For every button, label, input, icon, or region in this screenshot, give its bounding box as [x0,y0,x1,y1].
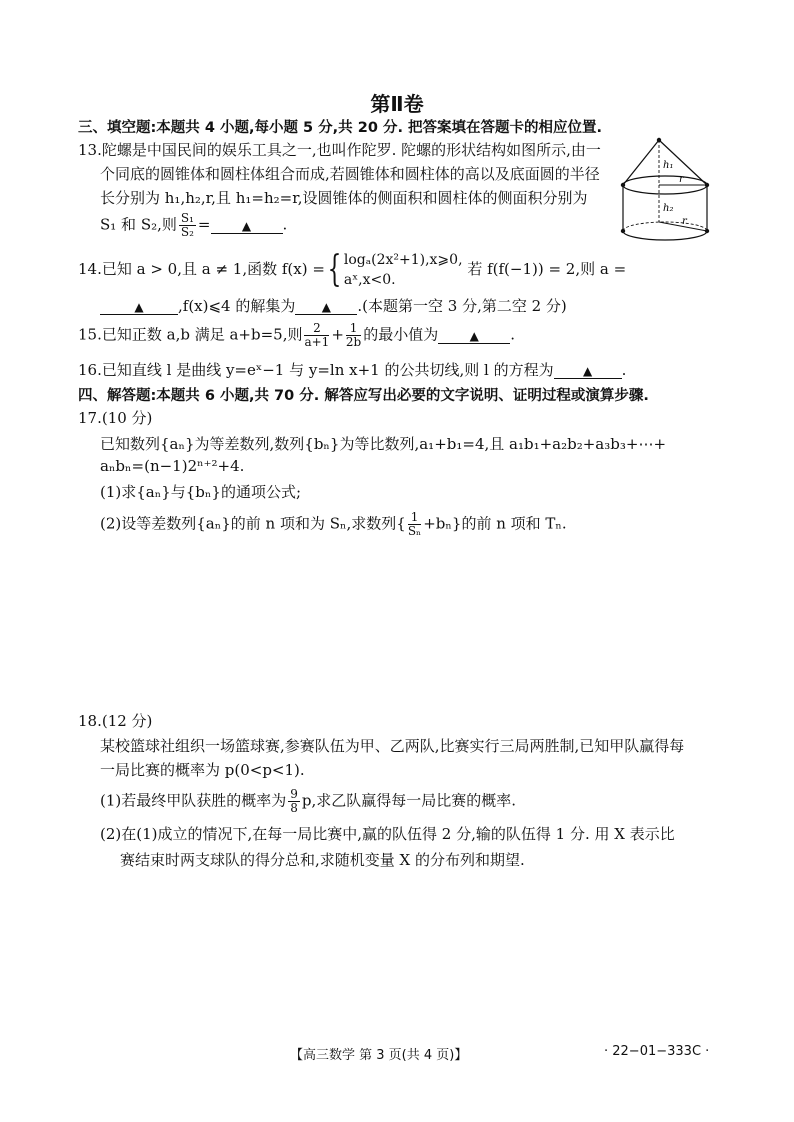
q13-frac-den: S₂ [180,225,194,239]
point-right-bottom [705,229,709,233]
q16-text: 16.已知直线 l 是曲线 y=eˣ−1 与 y=ln x+1 的公共切线,则 l 的方程为 [78,361,554,379]
q14-line-2 [100,295,567,316]
q13-line-4-end: . [282,215,288,234]
q13-line-4-prefix: S₁ 和 S₂,则 [100,215,177,234]
q18-line-1: 某校篮球社组织一场篮球赛,参赛队伍为甲、乙两队,比赛实行三局两胜制,已知甲队赢得每 [100,737,685,755]
question-16 [78,359,626,380]
q16-end: . [621,361,627,379]
q18-part-1-suffix: p,求乙队赢得每一局比赛的概率. [301,791,517,810]
q17-part-2-prefix: (2)设等差数列{aₙ}的前 n 项和为 Sₙ,求数列{ [100,514,406,533]
q18-part-1 [100,788,516,815]
q17-line-1: 已知数列{aₙ}为等差数列,数列{bₙ}为等比数列,a₁+b₁=4,且 a₁b₁+a₂b₂+a₃b₃+⋯+ [100,435,667,453]
footer-page-label: 【高三数学 第 3 页(共 4 页)】 [290,1048,468,1063]
spinning-top-figure [616,134,716,246]
q14-blank-1: ▲ [100,300,178,315]
q16-answer-blank: ▲ [554,364,622,379]
q18-part-2-line-1: (2)在(1)成立的情况下,在每一局比赛中,赢的队伍得 2 分,输的队伍得 1 分. 用 X 表示比 [100,825,675,843]
q14-line-2-end: .(本题第一空 3 分,第二空 2 分) [357,297,567,315]
q17-fraction [408,511,421,538]
point-left-bottom [621,229,625,233]
q18-fraction [288,788,300,815]
q18-part-2-line-2: 赛结束时两支球队的得分总和,求随机变量 X 的分布列和期望. [120,851,525,869]
q14-line-1 [78,250,626,290]
cone-left-edge [623,140,659,185]
q13-frac-num: S₁ [180,211,194,225]
q14-blank-2: ▲ [295,300,357,315]
q18-frac-den: 8 [290,801,298,815]
q18-number: 18.(12 分) [78,712,153,730]
question-15 [78,322,515,349]
q15-f2-num: 1 [346,322,361,336]
piecewise-brace: { [327,249,342,290]
q17-part-1: (1)求{aₙ}与{bₙ}的通项公式; [100,483,301,501]
footer-code: · 22−01−333C · [604,1044,710,1059]
q17-number: 17.(10 分) [78,409,153,427]
q13-ratio-fraction [179,212,196,239]
q15-fraction-2 [346,322,361,349]
apex-point [657,138,661,142]
q14-suffix: 若 f(f(−1)) = 2,则 a = [467,260,627,278]
q17-part-2-suffix: +bₙ}的前 n 项和 Tₙ. [423,514,567,533]
point-left-mid [621,183,625,187]
q14-line-2-mid: ,f(x)⩽4 的解集为 [178,297,296,315]
section-heading-fill-in: 三、填空题:本题共 4 小题,每小题 5 分,共 20 分. 把答案填在答题卡的相应位置. [78,120,603,136]
q13-line-1: 13.陀螺是中国民间的娱乐工具之一,也叫作陀罗. 陀螺的形状结构如图所示,由一 [78,141,601,159]
q15-f1-num: 2 [304,322,329,336]
q15-prefix: 15.已知正数 a,b 满足 a+b=5,则 [78,325,303,344]
q18-frac-num: 9 [290,787,298,801]
q13-answer-blank: ▲ [211,219,283,234]
q14-case-1: logₐ(2x²+1),x⩾0, [343,252,463,268]
q15-suffix: 的最小值为 [363,325,439,344]
label-h1: h₁ [663,160,674,171]
bottom-ellipse-front [623,231,707,240]
page-title: 第Ⅱ卷 [370,92,424,116]
label-r-top: r [679,174,684,185]
q13-line-2: 个同底的圆锥体和圆柱体组合而成,若圆锥体和圆柱体的高以及底面圆的半径 [100,165,600,183]
q13-eq: = [197,215,211,234]
q18-line-2: 一局比赛的概率为 p(0<p<1). [100,761,305,779]
point-right-mid [705,183,709,187]
q17-part-2 [100,511,567,538]
q15-f1-den: a+1 [304,335,330,349]
q15-end: . [510,325,516,344]
label-h2: h₂ [663,203,674,214]
q14-prefix: 14.已知 a > 0,且 a ≠ 1,函数 f(x) = [78,260,325,278]
q15-fraction-1 [304,322,329,349]
q17-frac-num: 1 [408,511,421,525]
q13-line-4 [100,212,287,239]
q15-plus: + [331,325,344,344]
q15-f2-den: 2b [345,335,362,349]
q15-answer-blank: ▲ [438,329,510,344]
label-r-bottom: r [682,216,687,227]
section-heading-solution: 四、解答题:本题共 6 小题,共 70 分. 解答应写出必要的文字说明、证明过程或演算步骤. [78,388,649,404]
q13-line-3: 长分别为 h₁,h₂,r,且 h₁=h₂=r,设圆锥体的侧面积和圆柱体的侧面积分别为 [100,189,588,207]
q14-case-2: aˣ,x<0. [343,272,396,288]
q17-frac-den: Sₙ [407,524,422,538]
q18-part-1-prefix: (1)若最终甲队获胜的概率为 [100,791,287,810]
q17-line-2: aₙbₙ=(n−1)2ⁿ⁺²+4. [100,457,245,475]
piecewise-cases [344,250,463,290]
